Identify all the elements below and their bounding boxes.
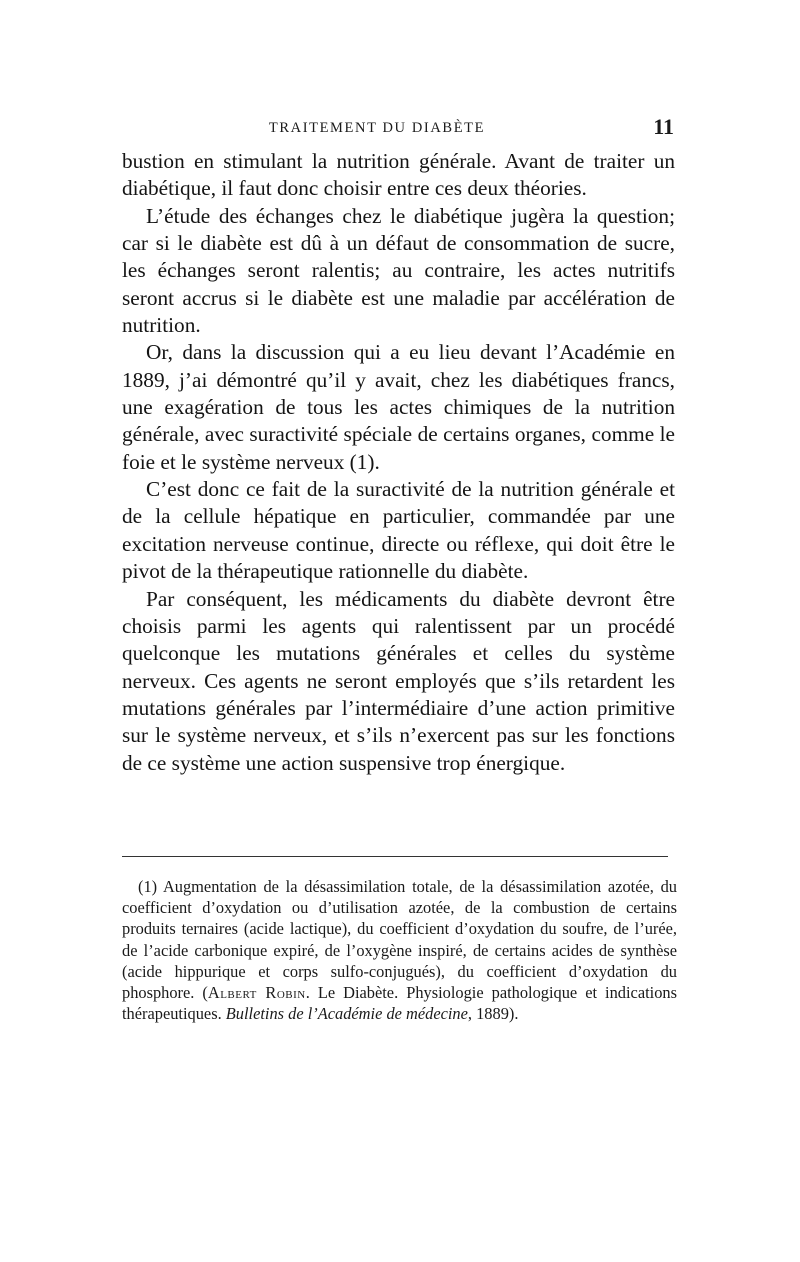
footnote-journal: Bulletins de l’Académie de médecine xyxy=(225,1004,468,1024)
page-header xyxy=(122,114,678,142)
footnote xyxy=(122,876,677,1024)
footnote-paragraph xyxy=(122,876,677,1024)
body-text xyxy=(122,148,675,777)
paragraph-5: Par conséquent, les médicaments du diabète devront être choisis parmi les agents qui ralentissent par un procédé quelconque les mutations générales et celles du système nerveux. Ces agents ne seront employés que s’ils retardent les mutations générales par l’intermédiaire d’une action primitive sur le système nerveux, et s’ils n’exercent pas sur les fonctions de ce système une action suspensive trop énergique. xyxy=(122,586,675,775)
footnote-title: . Le Diabète. Physiologie pathologique et indications thérapeutiques. xyxy=(122,983,677,1024)
paragraph-1: bustion en stimulant la nutrition générale. Avant de traiter un diabétique, il faut donc choisir entre ces deux théories. xyxy=(122,149,675,201)
running-head: TRAITEMENT DU DIABÈTE xyxy=(268,120,486,136)
footnote-author: Albert Robin xyxy=(207,983,306,1003)
paragraph-4: C’est donc ce fait de la suractivité de la nutrition générale et de la cellule hépatique en particulier, commandée par une excitation nerveuse continue, directe ou réflexe, qui doit être le pivot de la thérapeutique rationnelle du diabète. xyxy=(122,477,675,584)
paragraph-2: L’étude des échanges chez le diabétique jugèra la question; car si le diabète est dû à un défaut de consommation de sucre, les échanges seront ralentis; au contraire, les actes nutritifs seront accrus si le diabète est une maladie par accélération de nutrition. xyxy=(122,203,675,338)
paragraph-3: Or, dans la discussion qui a eu lieu devant l’Académie en 1889, j’ai démontré qu’il y avait, chez les diabétiques francs, une exagération de tous les actes chimiques de la nutrition générale, avec suractivité spéciale de certains organes, comme le foie et le système nerveux (1). xyxy=(122,340,675,474)
footnote-rule xyxy=(122,856,668,857)
footnote-year: , 1889). xyxy=(467,1004,519,1024)
page-number: 11 xyxy=(653,114,674,139)
footnote-text: (1) Augmentation de la désassimilation totale, de la désassimilation azotée, du coefficient d’oxydation ou d’utilisation azotée, de la combustion de certains produits ternaires (acide lactique), du coefficient d’oxydation du soufre, de l’urée, de l’acide carbonique expiré, de l’oxygène inspiré, de certains acides de synthèse (acide hippurique et corps sulfo-conjugués), du coefficient d’oxydation du phosphore. ( xyxy=(122,877,677,1003)
